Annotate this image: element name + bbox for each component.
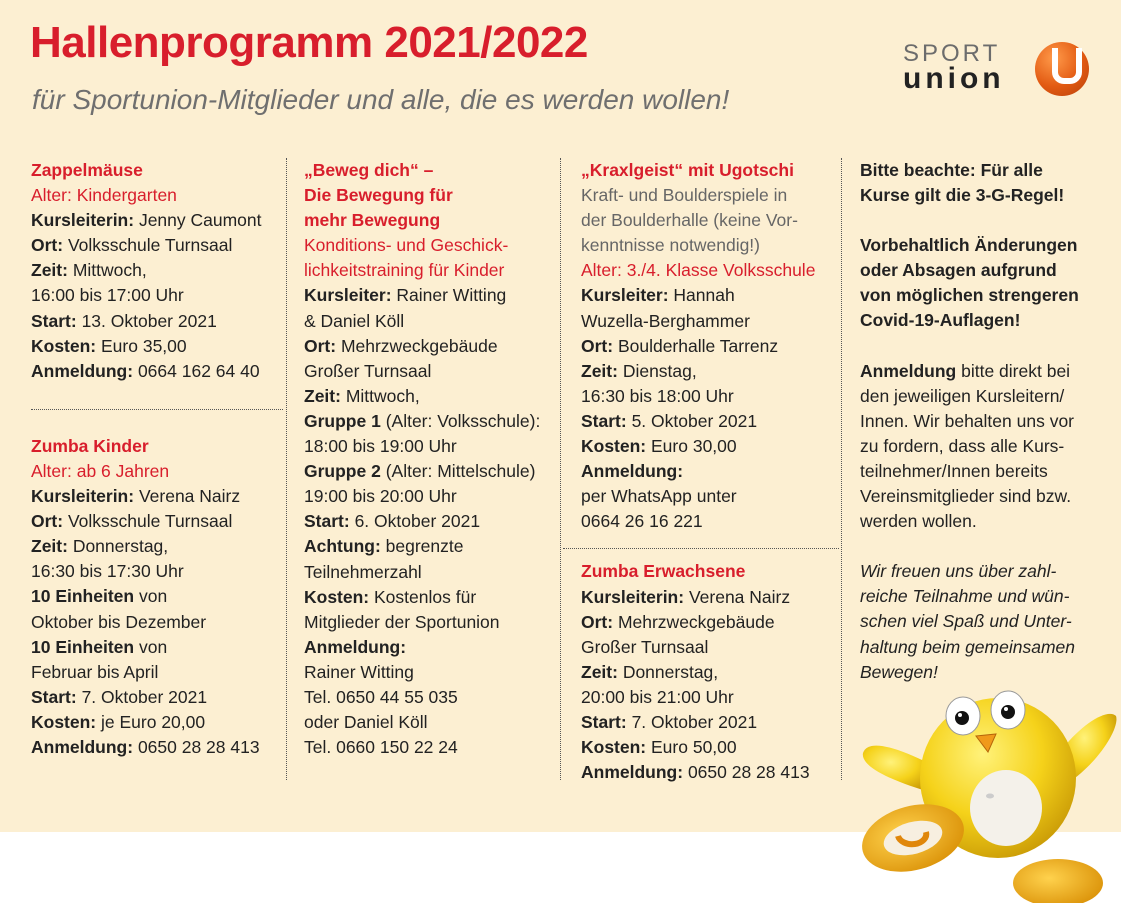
field-value: oder Daniel Köll (304, 712, 428, 733)
field-label: Zeit: (581, 661, 618, 682)
field-label: Anmeldung (860, 360, 957, 381)
field-label: Kosten: (31, 335, 97, 356)
field-label: Zeit: (31, 260, 68, 281)
closing-text: Bewegen! (860, 661, 938, 682)
column-3 (581, 158, 815, 785)
closing-text: haltung beim gemeinsamen (860, 636, 1075, 657)
field-value: 0650 28 28 413 (683, 762, 810, 783)
course-title: Zappelmäuse (31, 160, 143, 180)
notice-text: zu fordern, dass alle Kurs- (860, 435, 1065, 456)
course-description: kenntnisse notwendig!) (581, 235, 760, 256)
field-label: Ort: (31, 511, 64, 532)
course-title: „Kraxlgeist“ mit Ugotschi (581, 160, 794, 180)
field-value: Rainer Witting (304, 661, 414, 682)
field-value: & Daniel Köll (304, 310, 405, 331)
closing-text: reiche Teilnahme und wün- (860, 586, 1070, 607)
course-title: „Beweg dich“ – (304, 160, 434, 180)
field-value: Euro 50,00 (646, 737, 737, 758)
field-label: Gruppe 2 (304, 461, 381, 482)
field-value: Euro 30,00 (646, 436, 737, 457)
column-divider (286, 158, 287, 780)
field-value: Verena Nairz (684, 586, 791, 607)
field-label: Anmeldung: (31, 736, 134, 757)
course-beweg-dich (304, 158, 540, 760)
divider (563, 548, 839, 549)
logo-line-sport: SPORT (903, 40, 1001, 67)
notice-text: Bitte beachte: Für alle (860, 160, 1043, 180)
field-label: Start: (581, 711, 627, 732)
mascot-chick-icon (858, 668, 1121, 903)
field-value: Jenny Caumont (134, 210, 262, 231)
notice-text: bitte direkt bei (956, 360, 1071, 381)
field-label: Ort: (581, 335, 614, 356)
field-value: 16:30 bis 17:30 Uhr (31, 561, 184, 582)
closing-message (860, 559, 1079, 684)
field-value: Teilnehmerzahl (304, 561, 422, 582)
field-label: Anmeldung: (31, 360, 134, 381)
notice-text: von möglichen strengeren (860, 285, 1079, 306)
course-kraxlgeist (581, 158, 815, 534)
field-value: begrenzte (380, 536, 464, 557)
field-label: Achtung: (304, 536, 381, 557)
field-value: 19:00 bis 20:00 Uhr (304, 486, 457, 507)
field-value: Tel. 0660 150 22 24 (304, 737, 458, 758)
field-value: 16:00 bis 17:00 Uhr (31, 285, 184, 306)
field-value: Volksschule Turnsaal (63, 511, 233, 532)
notice-text: Covid-19-Auflagen! (860, 310, 1021, 331)
field-value: 7. Oktober 2021 (76, 686, 208, 707)
field-label: 10 Einheiten (31, 636, 135, 657)
course-description: Konditions- und Geschick- (304, 235, 509, 256)
field-value: 13. Oktober 2021 (76, 310, 217, 331)
field-value: (Alter: Mittelschule) (380, 461, 536, 482)
notice-3g (860, 158, 1079, 208)
field-value: 7. Oktober 2021 (626, 711, 758, 732)
column-2 (304, 158, 540, 760)
notice-text: Vereinsmitglieder sind bzw. (860, 486, 1072, 507)
field-value: Dienstag, (617, 360, 697, 381)
field-label: Kosten: (581, 436, 647, 457)
course-title: Zumba Kinder (31, 435, 149, 456)
field-value: Kostenlos für (369, 586, 477, 607)
notice-text: werden wollen. (860, 511, 977, 532)
field-value: 0664 26 16 221 (581, 511, 703, 532)
field-label: Kursleiterin: (581, 586, 685, 607)
notice-text: den jeweiligen Kursleitern/ (860, 385, 1065, 406)
field-label: Zeit: (304, 385, 341, 406)
field-value: Mitglieder der Sportunion (304, 611, 500, 632)
column-4 (860, 158, 1079, 685)
field-value: Wuzella-Berghammer (581, 310, 750, 331)
closing-text: schen viel Spaß und Unter- (860, 611, 1072, 632)
course-title: Die Bewegung für (304, 185, 453, 206)
field-label: Kosten: (581, 737, 647, 758)
notice-text: Vorbehaltlich Änderungen (860, 235, 1078, 256)
field-value: Rainer Witting (391, 285, 507, 306)
course-description: Kraft- und Boulderspiele in (581, 185, 788, 206)
field-value: Mehrzweckgebäude (613, 611, 775, 632)
field-label: Start: (31, 686, 77, 707)
course-zumba-erwachsene (581, 559, 815, 785)
field-value: 6. Oktober 2021 (349, 511, 481, 532)
field-label: Start: (31, 310, 77, 331)
field-value: Hannah (668, 285, 735, 306)
field-label: Kosten: (304, 586, 370, 607)
field-value: 0650 28 28 413 (133, 736, 260, 757)
divider (31, 409, 283, 410)
column-1 (31, 158, 262, 760)
field-value: Oktober bis Dezember (31, 611, 207, 632)
field-value: 18:00 bis 19:00 Uhr (304, 436, 457, 457)
notice-changes (860, 233, 1079, 333)
field-value: Tel. 0650 44 55 035 (304, 686, 458, 707)
field-value: von (134, 586, 168, 607)
column-divider (841, 158, 842, 780)
field-value: 20:00 bis 21:00 Uhr (581, 686, 734, 707)
field-label: Kursleiter: (581, 285, 669, 306)
field-value: Boulderhalle Tarrenz (613, 335, 779, 356)
field-value: Donnerstag, (67, 536, 169, 557)
field-value: Großer Turnsaal (581, 636, 709, 657)
field-value: per WhatsApp unter (581, 486, 737, 507)
notice-text: Kurse gilt die 3-G-Regel! (860, 185, 1065, 206)
field-value: 5. Oktober 2021 (626, 410, 758, 431)
field-value: Mittwoch, (340, 385, 420, 406)
field-value: Verena Nairz (134, 486, 241, 507)
field-label: Gruppe 1 (304, 410, 381, 431)
sportunion-logo (903, 40, 1093, 100)
field-label: Zeit: (581, 360, 618, 381)
field-value: je Euro 20,00 (96, 711, 206, 732)
notice-text: oder Absagen aufgrund (860, 260, 1057, 281)
field-value: Mehrzweckgebäude (336, 335, 498, 356)
field-value: Februar bis April (31, 661, 159, 682)
course-zappelmaeuse (31, 158, 262, 384)
course-title: Zumba Erwachsene (581, 561, 746, 582)
field-value: 0664 162 64 40 (133, 360, 260, 381)
field-label: Kursleiterin: (31, 486, 135, 507)
course-age: Alter: 3./4. Klasse Volksschule (581, 260, 816, 281)
field-value: Volksschule Turnsaal (63, 235, 233, 256)
field-value: 16:30 bis 18:00 Uhr (581, 385, 734, 406)
course-age: Alter: Kindergarten (31, 185, 177, 206)
field-value: (Alter: Volksschule): (380, 410, 541, 431)
page-subtitle: für Sportunion-Mitglieder und alle, die es werden wollen! (32, 84, 730, 115)
field-label: Zeit: (31, 536, 68, 557)
course-zumba-kinder (31, 434, 262, 760)
field-label: Ort: (31, 235, 64, 256)
logo-line-union: union (903, 62, 1005, 95)
field-label: Ort: (304, 335, 337, 356)
notice-text: Innen. Wir behalten uns vor (860, 410, 1075, 431)
course-age: Alter: ab 6 Jahren (31, 460, 170, 481)
page-title: Hallenprogramm 2021/2022 (30, 18, 588, 67)
column-divider (560, 158, 561, 780)
course-title: mehr Bewegung (304, 210, 441, 231)
logo-u-icon (1035, 42, 1089, 96)
field-label: 10 Einheiten (31, 586, 135, 607)
field-label: Kosten: (31, 711, 97, 732)
notice-text: teilnehmer/Innen bereits (860, 460, 1048, 481)
field-label: Anmeldung: (304, 636, 407, 657)
closing-text: Wir freuen uns über zahl- (860, 561, 1057, 582)
field-label: Anmeldung: (581, 461, 684, 482)
course-description: lichkeitstraining für Kinder (304, 260, 505, 281)
field-label: Ort: (581, 611, 614, 632)
field-value: Donnerstag, (617, 661, 719, 682)
course-description: der Boulderhalle (keine Vor- (581, 210, 798, 231)
field-value: von (134, 636, 168, 657)
field-label: Anmeldung: (581, 762, 684, 783)
field-label: Start: (581, 410, 627, 431)
field-label: Kursleiterin: (31, 210, 135, 231)
notice-registration (860, 359, 1079, 535)
field-value: Mittwoch, (67, 260, 147, 281)
field-value: Euro 35,00 (96, 335, 187, 356)
field-label: Kursleiter: (304, 285, 392, 306)
field-value: Großer Turnsaal (304, 360, 432, 381)
field-label: Start: (304, 511, 350, 532)
